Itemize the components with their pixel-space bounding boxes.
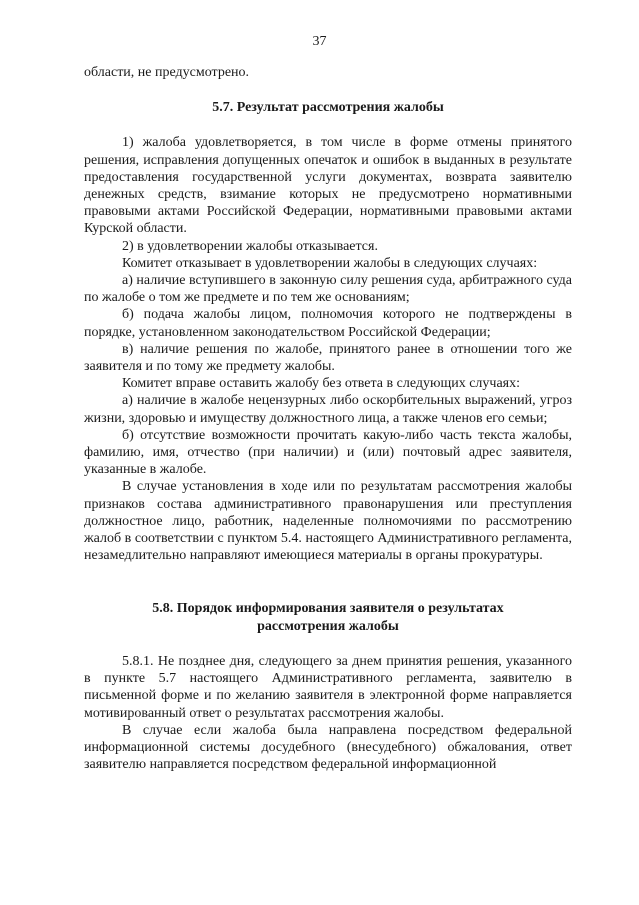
section-5-7-paragraph: Комитет отказывает в удовлетворении жалобы в следующих случаях: xyxy=(122,255,538,271)
section-5-7-paragraph: а) наличие в жалобе нецензурных либо оскорбительных выражений, угроз жизни, здоровью и имуществу должностного лица, а также членов его семьи; xyxy=(84,393,572,426)
section-5-8-heading xyxy=(84,600,572,634)
section-5-8-heading-line-1: 5.8. Порядок информирования заявителя о результатах xyxy=(152,601,504,617)
section-5-7-paragraph: а) наличие вступившего в законную силу решения суда, арбитражного суда по жалобе о том же предмете и по тем же основаниям; xyxy=(84,273,572,306)
section-5-7-paragraph: б) подача жалобы лицом, полномочия которого не подтверждены в порядке, установленном законодательством Российской Федерации; xyxy=(84,307,572,340)
section-5-7-paragraph: в) наличие решения по жалобе, принятого ранее в отношении того же заявителя и по тому же предмету жалобы. xyxy=(84,341,572,375)
section-5-8-heading-line-2: рассмотрения жалобы xyxy=(257,618,399,634)
intro-text: области, не предусмотрено. xyxy=(84,65,250,80)
section-5-7-paragraph: Комитет вправе оставить жалобу без ответа в следующих случаях: xyxy=(122,376,521,392)
section-5-7-heading: 5.7. Результат рассмотрения жалобы xyxy=(212,100,444,116)
section-5-7-paragraph: 2) в удовлетворении жалобы отказывается. xyxy=(122,238,378,254)
page-number: 37 xyxy=(312,34,327,49)
section-5-8-paragraph: 5.8.1. Не позднее дня, следующего за днем принятия решения, указанного в пункте 5.7 настоящего Административного регламента, заявителю в письменной форме и по желанию заявителя в электронной форме направляется мотивированный ответ о результатах рассмотрения жалобы. xyxy=(84,653,572,721)
section-5-7-paragraph: 1) жалоба удовлетворяется, в том числе в форме отмены принятого решения, исправления допущенных опечаток и ошибок в выданных в результате предоставления государственной услуги документах, возврата заявителю денежных средств, взимание которых не предусмотрено нормативными правовыми актами Российской Федерации, нормативными правовыми актами Курской области. xyxy=(84,135,572,237)
section-5-7-paragraph: б) отсутствие возможности прочитать какую-либо часть текста жалобы, фамилию, имя, отчество (при наличии) и (или) почтовый адрес заявителя, указанные в жалобе. xyxy=(84,427,572,478)
section-5-8-paragraph: В случае если жалоба была направлена посредством федеральной информационной системы досудебного (внесудебного) обжалования, ответ заявителю направляется посредством федеральной информационной xyxy=(84,722,572,773)
section-5-7-paragraph: В случае установления в ходе или по результатам рассмотрения жалобы признаков состава административного правонарушения или преступления должностное лицо, работник, наделенные полномочиями по рассмотрению жалоб в соответствии с пунктом 5.4. настоящего Административного регламента, незамедлительно направляют имеющиеся материалы в органы прокуратуры. xyxy=(84,479,572,564)
document-body xyxy=(84,64,572,773)
